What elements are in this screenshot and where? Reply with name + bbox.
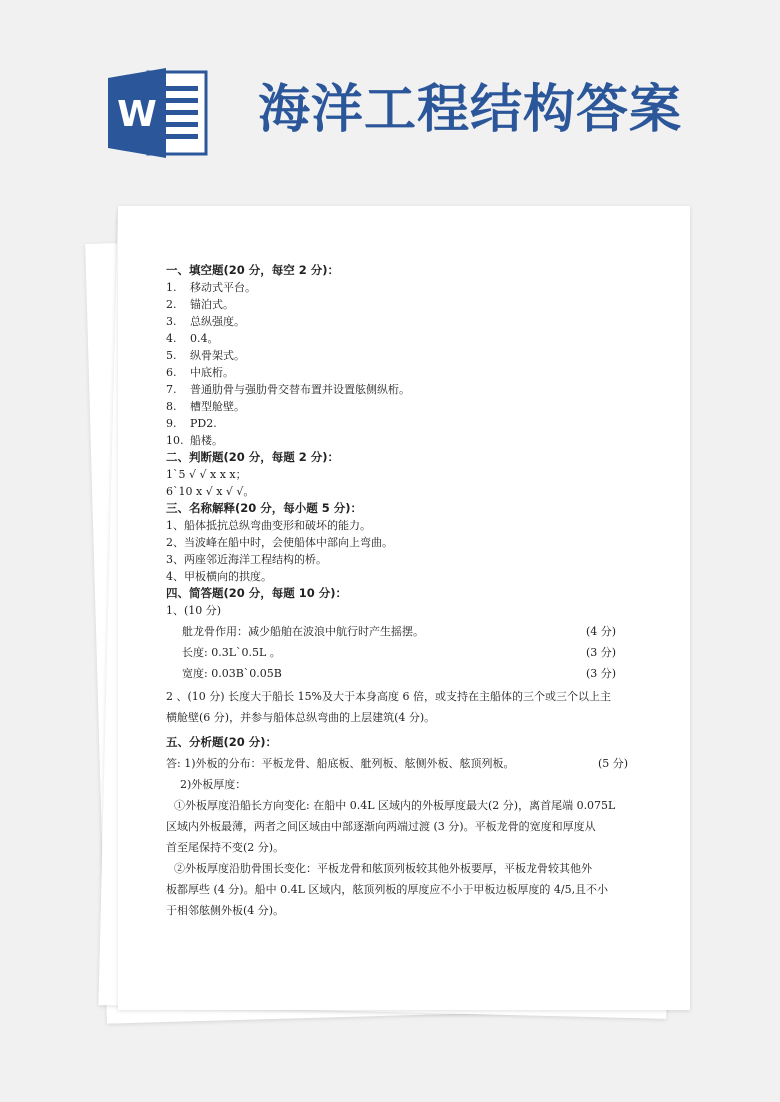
- section-heading: 一、填空题(20 分，每空 2 分)：: [166, 263, 340, 277]
- answer-subheading: 2)外板厚度：: [180, 778, 247, 791]
- definition-line: 1、船体抵抗总纵弯曲变形和破坏的能力。: [166, 519, 371, 532]
- judgment-line: 1`5 √ √ x x x；: [166, 468, 247, 481]
- document-content: [166, 262, 646, 921]
- list-item: 6. 中底桁。: [166, 366, 234, 379]
- question-label: 1、(10 分): [166, 604, 222, 617]
- list-item: 8. 槽型舱壁。: [166, 400, 245, 413]
- list-item: 1. 移动式平台。: [166, 281, 256, 294]
- list-item: 9. PD2.: [166, 417, 217, 430]
- definition-line: 4、甲板横向的拱度。: [166, 570, 272, 583]
- list-item: 4. 0.4。: [166, 332, 219, 345]
- answer-row: 答: 1)外板的分布：平板龙骨、船底板、舭列板、舷侧外板、舷顶列板。 (5 分): [166, 757, 629, 770]
- definition-line: 2、当波峰在船中时，会使船体中部向上弯曲。: [166, 536, 393, 549]
- list-item: 3. 总纵强度。: [166, 315, 245, 328]
- answer-row: 舭龙骨作用：减少船舶在波浪中航行时产生摇摆。 (4 分): [182, 625, 617, 638]
- list-item: 2. 锚泊式。: [166, 298, 234, 311]
- answer-row: 长度: 0.3L`0.5L 。 (3 分): [182, 646, 617, 659]
- section-heading: 三、名称解释(20 分，每小题 5 分)：: [166, 501, 363, 515]
- answer-paragraph: 横舱壁(6 分)，并参与船体总纵弯曲的上层建筑(4 分)。: [166, 711, 436, 724]
- analysis-paragraph: ②外板厚度沿肋骨围长变化：平板龙骨和舷顶列板较其他外板要厚，平板龙骨较其他外: [174, 862, 592, 875]
- answer-paragraph: 2 、(10 分) 长度大于船长 15%及大于本身高度 6 倍，或支持在主船体的三个或三个以上主: [166, 690, 612, 703]
- analysis-paragraph: 首至尾保持不变(2 分)。: [166, 841, 285, 854]
- answer-row: 宽度: 0.03B`0.05B (3 分): [182, 667, 617, 680]
- fill-in-list: [166, 279, 646, 449]
- list-item: 5. 纵骨架式。: [166, 349, 245, 362]
- section-heading: 二、判断题(20 分，每题 2 分)：: [166, 450, 340, 464]
- judgment-line: 6`10 x √ x √ √。: [166, 485, 255, 498]
- list-item: 7. 普通肋骨与强肋骨交替布置并设置舷侧纵桁。: [166, 383, 410, 396]
- svg-text:W: W: [117, 94, 157, 135]
- definition-line: 3、两座邻近海洋工程结构的桥。: [166, 553, 327, 566]
- analysis-paragraph: 于相邻舷侧外板(4 分)。: [166, 904, 285, 917]
- analysis-paragraph: ①外板厚度沿船长方向变化: 在船中 0.4L 区域内的外板厚度最大(2 分)，离首尾端 0.075L: [174, 799, 616, 812]
- analysis-paragraph: 区域内外板最薄，两者之间区域由中部逐渐向两端过渡 (3 分)。平板龙骨的宽度和厚度从: [166, 820, 596, 833]
- section-heading: 四、简答题(20 分，每题 10 分)：: [166, 586, 348, 600]
- document-title: 海洋工程结构答案: [258, 79, 683, 140]
- word-icon: [108, 66, 210, 160]
- section-heading: 五、分析题(20 分)：: [166, 735, 278, 749]
- page-header: [0, 0, 780, 200]
- list-item: 10. 船楼。: [166, 434, 223, 447]
- analysis-paragraph: 板都厚些 (4 分)。船中 0.4L 区域内，舷顶列板的厚度应不小于甲板边板厚度的 4/5,且不小: [166, 883, 609, 896]
